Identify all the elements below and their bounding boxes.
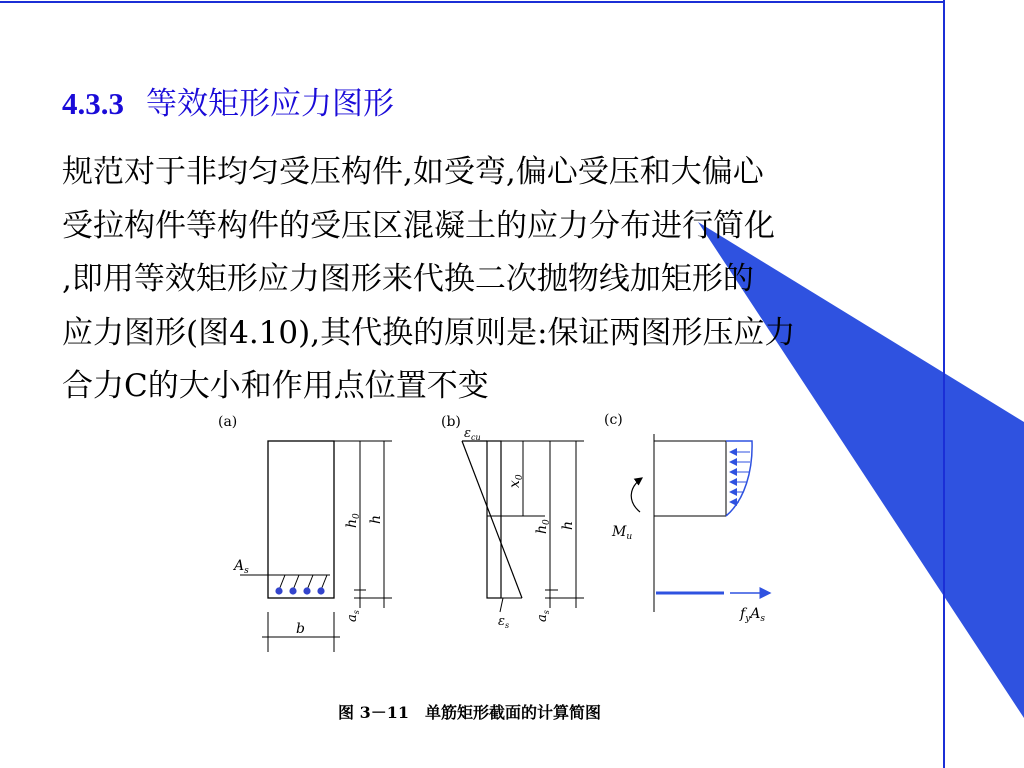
- label-h-b: h: [560, 520, 576, 530]
- panel-label-c: (c): [604, 412, 623, 428]
- label-h0-b: $h_0$: [534, 519, 552, 534]
- label-as-b: $a_s$: [535, 610, 551, 622]
- rebar-dot: [289, 587, 296, 594]
- body-line: ,即用等效矩形应力图形来代换二次抛物线加矩形的: [62, 261, 754, 297]
- rebar-dot: [317, 587, 324, 594]
- rebar-dot: [303, 587, 310, 594]
- label-x0: $x_0$: [507, 474, 525, 488]
- section-diagram: [210, 400, 810, 740]
- label-As: $A_s$: [234, 558, 249, 576]
- rebar-dot: [275, 587, 282, 594]
- label-fyAs: $f_yA_s$: [740, 606, 766, 624]
- label-Mu: $M_u$: [612, 524, 633, 542]
- panel-label-b: (b): [441, 414, 461, 430]
- label-eps-cu: $\varepsilon_{cu}$: [464, 426, 481, 442]
- strain-line: [462, 441, 522, 598]
- panel-a: [218, 414, 392, 652]
- section-title: 等效矩形应力图形: [146, 86, 394, 121]
- figure-caption: 图 3－11 单筋矩形截面的计算简图: [338, 703, 601, 722]
- moment-arrow: [631, 478, 642, 512]
- label-eps-s: $\varepsilon_s$: [498, 614, 510, 630]
- beam-section-rect: [268, 441, 334, 598]
- label-b: b: [296, 621, 305, 637]
- panel-c: [604, 412, 770, 624]
- body-line: 应力图形(图4.10),其代换的原则是:保证两图形压应力: [62, 314, 796, 351]
- panel-b: [441, 414, 584, 630]
- label-h: h: [368, 514, 384, 524]
- body-paragraph: [62, 146, 962, 414]
- strain-section-rect: [487, 441, 501, 598]
- panel-label-a: (a): [218, 414, 238, 430]
- body-line: 规范对于非均匀受压构件,如受弯,偏心受压和大偏心: [62, 154, 764, 190]
- section-number: 4.3.3: [62, 86, 124, 121]
- label-h0: $h_0$: [344, 513, 362, 528]
- body-line: 合力C的大小和作用点位置不变: [62, 368, 489, 404]
- body-line: 受拉构件等构件的受压区混凝土的应力分布进行简化: [62, 207, 775, 244]
- eps-s-leader: [500, 598, 503, 612]
- section-heading: [62, 78, 394, 123]
- label-as: $a_s$: [345, 610, 361, 622]
